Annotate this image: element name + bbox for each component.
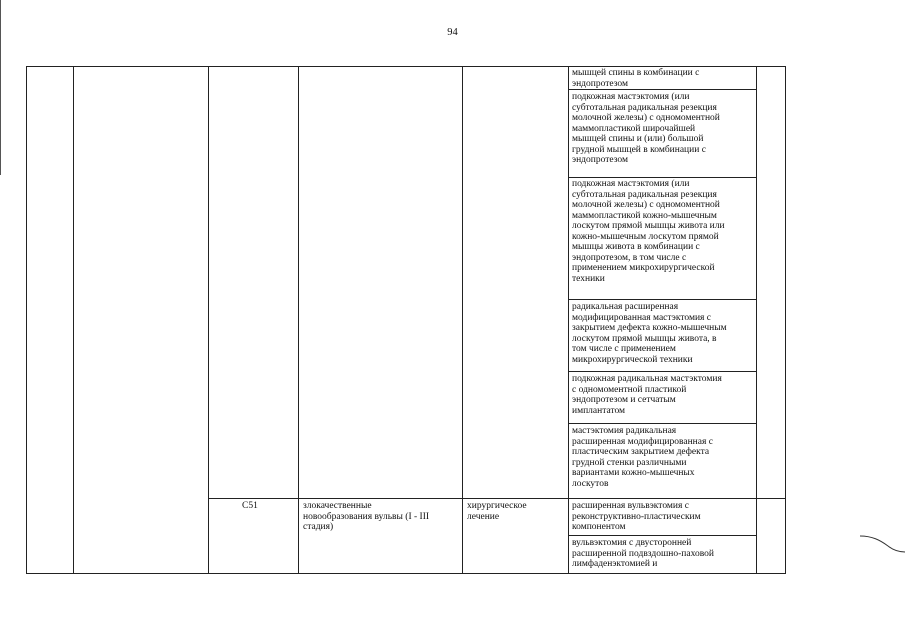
row-divider: [568, 89, 757, 90]
services-table: [26, 66, 786, 574]
column-divider: [73, 66, 74, 574]
procedure-cell: подкожная мастэктомия (или субтотальная радикальная резекция молочной железы) с одномоментной маммопластикой широчайшей мышцей спины и (или) большой грудной мышцей в комбинации с эндопротезом: [572, 92, 720, 165]
scan-artifact-curve: [860, 528, 905, 558]
row-divider: [568, 535, 757, 536]
procedure-cell: радикальная расширенная модифицированная мастэктомия с закрытием дефекта кожно-мышечным лоскутом прямой мышцы живота, в том числе с применением микрохирургической техники: [572, 302, 727, 365]
procedure-cell: расширенная вульвэктомия с реконструктивно-пластическим компонентом: [572, 501, 701, 532]
row-divider: [208, 498, 786, 499]
row-divider: [568, 299, 757, 300]
row-divider: [568, 177, 757, 178]
procedure-cell: вульвэктомия с двусторонней расширенной подвздошно-паховой лимфаденэктомией и: [572, 538, 714, 569]
procedure-cell: мышцей спины в комбинации с эндопротезом: [572, 68, 700, 89]
treatment-type-cell: хирургическое лечение: [467, 501, 527, 522]
procedure-cell: подкожная радикальная мастэктомия с одномоментной пластикой эндопротезом и сетчатым имплантатом: [572, 374, 722, 416]
table-border-left: [26, 66, 27, 574]
icd-code-cell: C51: [242, 501, 258, 511]
scan-left-edge: [0, 0, 1, 175]
table-border-top: [26, 66, 786, 67]
row-divider: [568, 423, 757, 424]
diagnosis-cell: злокачественные новообразования вульвы (I - III стадия): [303, 501, 430, 532]
row-divider: [568, 371, 757, 372]
table-border-bottom: [26, 573, 786, 574]
procedure-cell: подкожная мастэктомия (или субтотальная радикальная резекция молочной железы) с одномоментной маммопластикой кожно-мышечным лоскутом прямой мышцы живота или кожно-мышечным лоскутом прямой мышцы живота в комбинации с эндопротезом, в том числе с применением микрохирургической техники: [572, 179, 725, 284]
page-number: 94: [447, 27, 458, 38]
procedure-cell: мастэктомия радикальная расширенная модифицированная с пластическим закрытием дефекта грудной стенки различными вариантами кожно-мышечных лоскутов: [572, 426, 713, 489]
